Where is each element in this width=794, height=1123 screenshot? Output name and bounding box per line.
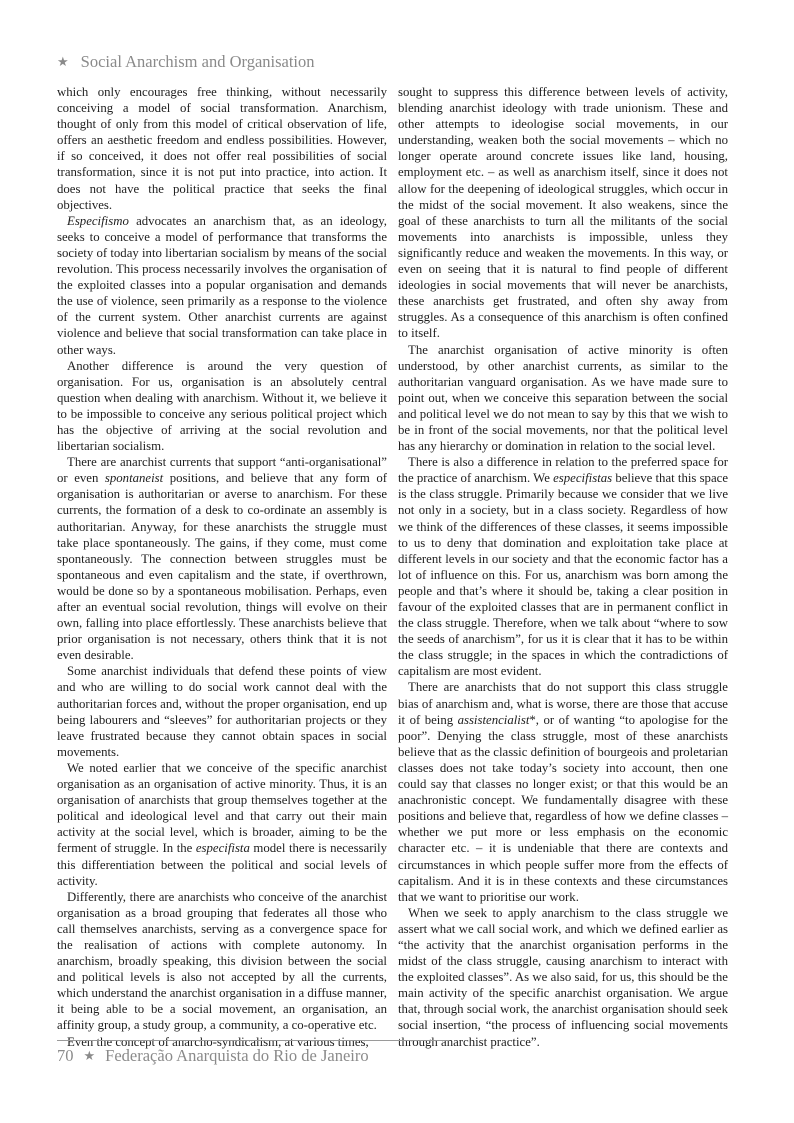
paragraph: Differently, there are anarchists who conceive of the anarchist organisation as a broad grouping that federates all those who call themselves anarchists, serving as a convergence space for the realisation of actions with complete autonomy. In anarchism, broadly speaking, this division between the social and political levels is also not accepted by all the currents, which understand the anarchist organisation in a diffuse manner, it being able to be a social movement, an organisation, an affinity group, a study group, a community, a co-operative etc. (57, 889, 387, 1033)
paragraph: Another difference is around the very question of organisation. For us, organisation is an absolutely central question when dealing with anarchism. Without it, we believe it to be impossible to conceive any serious political project which has the objective of arriving at the social revolution and libertarian socialism. (57, 358, 387, 454)
running-header (57, 52, 315, 76)
paragraph: There are anarchist currents that support “anti-organisational” or even spontaneist positions, and believe that any form of organisation is authoritarian or averse to anarchism. For these currents, the formation of a desk to co-ordinate an assembly is authoritarian. Anyway, for these anarchists the struggle must take place spontaneously. The gains, if they come, must come spontaneously. The connection between struggles must be spontaneous and even capitalism and the state, if overthrown, would be done so by a spontaneous mobilisation. Perhaps, even after an eventual social revolution, things will evolve on their own, falling into place effortlessly. These anarchists believe that prior organisation is not necessary, others think that it is not even desirable. (57, 455, 387, 663)
emphasis: Especifismo (67, 213, 129, 228)
footer-publisher: Federação Anarquista do Rio de Janeiro (105, 1046, 369, 1065)
paragraph: We noted earlier that we conceive of the specific anarchist organisation as an organisation of active minority. Thus, it is an organisation of anarchists that group themselves together at the political and ideological level and that carry out their main activity at the social level, which is broader, aiming to be the ferment of struggle. In the especifista model there is necessarily this differentiation between the political and social levels of activity. (57, 760, 387, 888)
paragraph: which only encourages free thinking, without necessarily conceiving a model of social transformation. Anarchism, thought of only from this model of critical observation of life, offers an aesthetic freedom and endless possibilities. However, if so conceived, it does not offer real possibilities of social transformation, since it is not put into practice, into action. It does not have the political practice that seeks the final objectives. (57, 85, 387, 212)
paragraph: Some anarchist individuals that defend these points of view and who are willing to do social work cannot deal with the authoritarian forces and, without the proper organisation, end up being labourers and “sleeves” for authoritarian projects or they leave frustrated because they cannot obtain spaces in social movements. (57, 664, 387, 759)
emphasis: especifista (195, 841, 250, 856)
emphasis: especifistas (553, 471, 613, 486)
running-footer (57, 1046, 369, 1066)
page-number: 70 (57, 1046, 74, 1065)
paragraph: Even the concept of anarcho-syndicalism, at various times, (67, 1034, 369, 1049)
emphasis: assistencialist (457, 712, 530, 727)
paragraph: There is also a difference in relation to the preferred space for the practice of anarchism. We especifistas believe that this space is the class struggle. Primarily because we consider that we live not only in a society, but in a class society. Regardless of how we think of the differences of these classes, it seems impossible to us to deny that domination and exploitation take place at different levels in our society and that the economic factor has a lot of influence on this. For us, anarchism was born among the people and that’s where it should be, taking a clear position in favour of the exploited classes that are in permanent conflict in the class struggle. Therefore, when we talk about “where to sow the seeds of anarchism”, for us it is clear that it has to be within the class struggle; in the spaces in which the contradictions of capitalism are most evident. (398, 455, 729, 679)
right-column (398, 84, 728, 1050)
paragraph: Especifismo advocates an anarchism that, as an ideology, seeks to conceive a model of performance that transforms the society of today into libertarian socialism by means of the social revolution. This process necessarily involves the organisation of the exploited classes into a popular organisation and demands the use of violence, seen primarily as a response to the violence of the current system. Other anarchist currents are against violence and believe that social transformation can take place in other ways. (57, 213, 387, 357)
star-icon: ★ (83, 1048, 96, 1063)
running-header-title: Social Anarchism and Organisation (80, 52, 315, 71)
emphasis: spontaneist (104, 471, 164, 486)
footer-rule (57, 1040, 449, 1041)
paragraph: There are anarchists that do not support this class struggle bias of anarchism and, what is worse, there are those that accuse it of being assistencialist*, or of wanting “to apologise for the poor”. Denying the class struggle, most of these anarchists believe that as the classic definition of bourgeois and proletarian classes does not take today’s society into account, then one could say that classes no longer exist; or that this would be an anachronistic concept. We fundamentally disagree with these positions and believe that, regardless of how we define classes – whether we put more or less emphasis on the economic character etc. – it is undeniable that there are contexts and circumstances in which people suffer more from the effects of capitalism. And it is in these contexts and these circumstances that we want to prioritise our work. (398, 680, 728, 904)
paragraph: The anarchist organisation of active minority is often understood, by other anarchist currents, as similar to the authoritarian vanguard organisation. As we have made sure to point out, when we conceive this separation between the social and political level we do not mean to say by this that we wish to be in front of the social movements, nor that the political level has any hierarchy or domination in relation to the social level. (398, 342, 728, 454)
paragraph: sought to suppress this difference between levels of activity, blending anarchist ideology with trade unionism. These and other attempts to ideologise social movements, in our understanding, weaken both the social movements – which no longer operate around concrete issues like land, housing, employment etc. – as well as anarchism itself, since it does not allow for the deepening of ideological struggles, which occur in the midst of the social movement. It also weakens, since the goal of these anarchists to turn all the militants of the social movements into anarchists is impossible, unless they significantly reduce and weaken the movements. In this way, or even on seeing that it is natural to find people of different ideologies in social movements that will never be anarchists, these anarchists get frustrated, and often shy away from struggles. As a consequence of this anarchism is often confined to itself. (398, 85, 728, 341)
star-icon: ★ (57, 54, 69, 69)
paragraph: When we seek to apply anarchism to the class struggle we assert what we call social work, and which we defined earlier as “the activity that the anarchist organisation performs in the midst of the class struggle, causing anarchism to interact with the exploited classes”. As we also said, for us, this should be the main activity of the specific anarchist organisation. We argue that, through social work, the anarchist organisation should seek social insertion, “the process of influencing social movements through anarchist practice”. (398, 905, 728, 1049)
left-column (57, 84, 387, 1050)
